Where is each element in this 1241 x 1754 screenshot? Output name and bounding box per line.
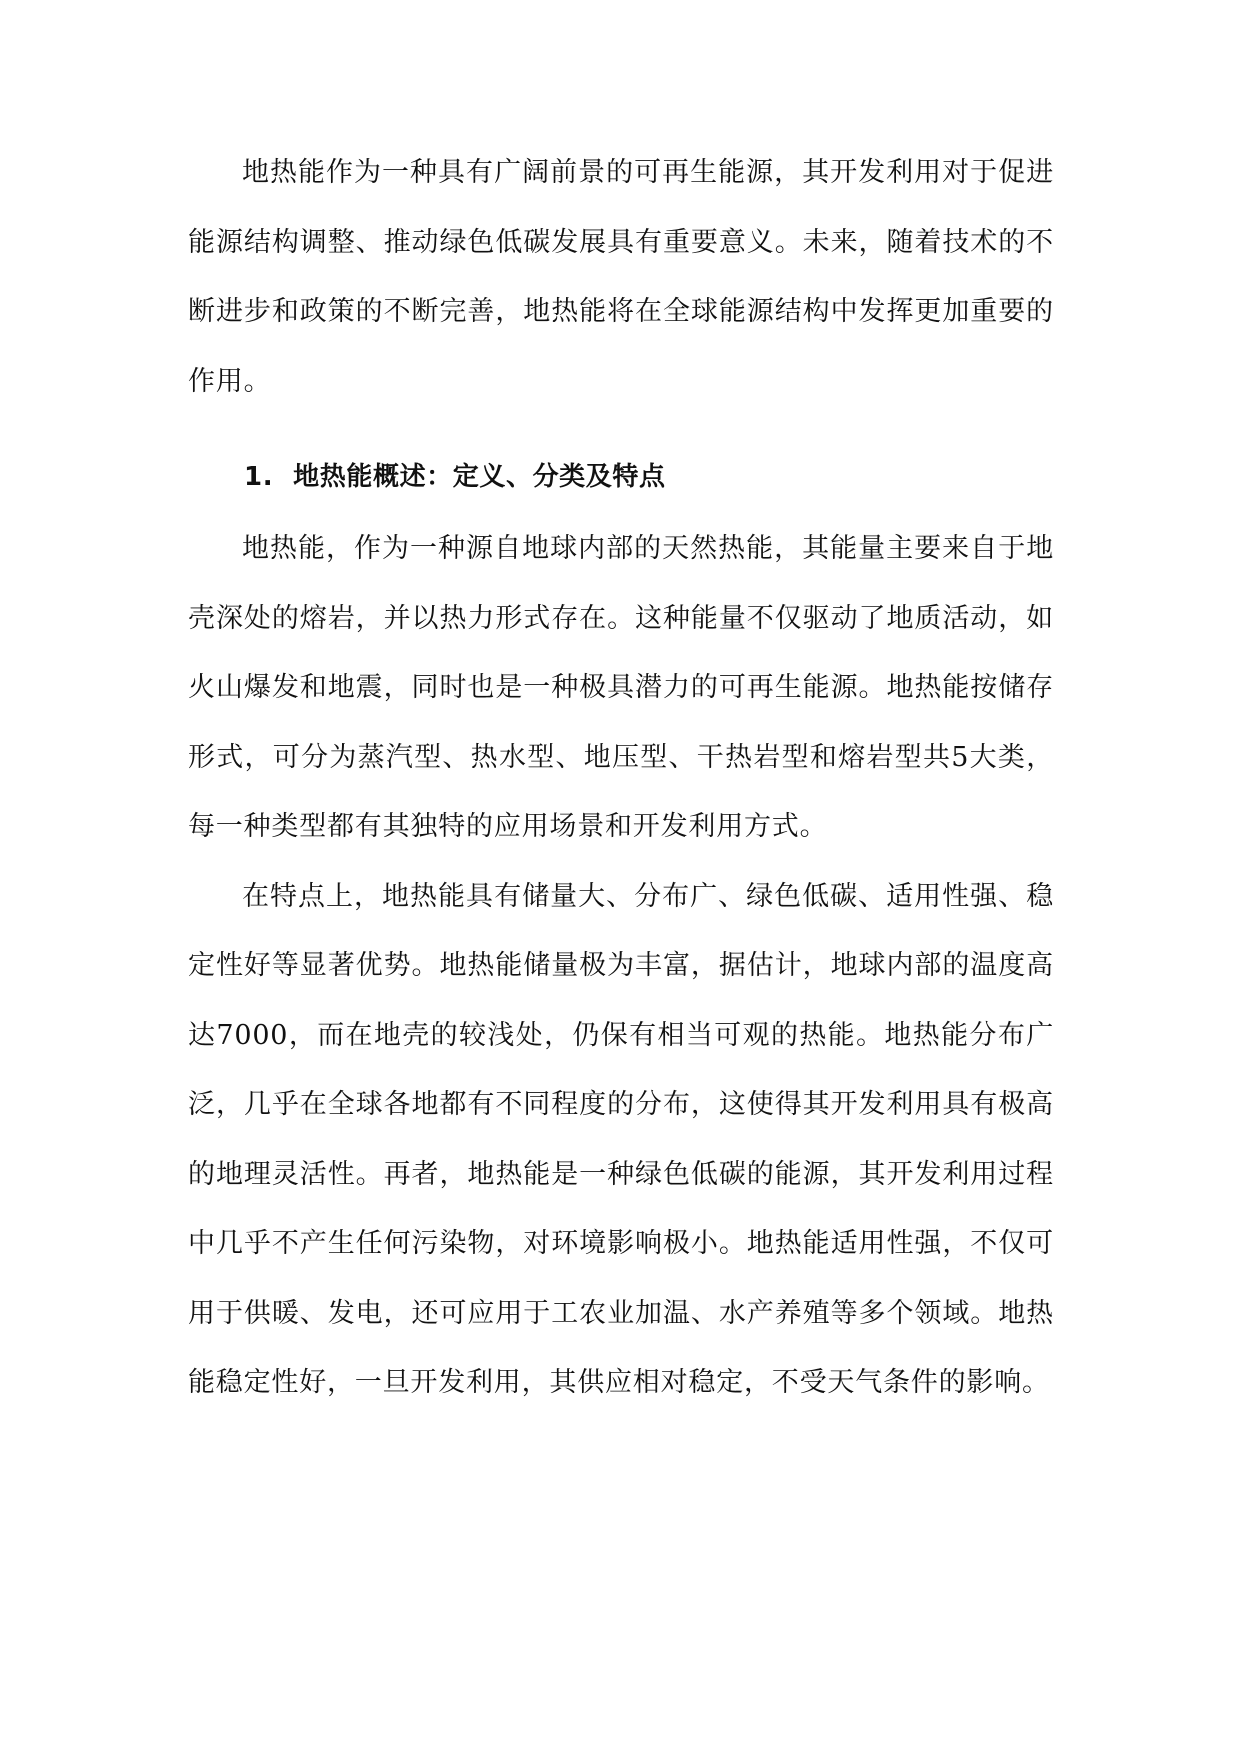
- section-heading: [188, 440, 1054, 514]
- document-body: [188, 138, 1054, 1418]
- section-title: 地热能概述：定义、分类及特点: [293, 462, 666, 492]
- intro-paragraph: 地热能作为一种具有广阔前景的可再生能源，其开发利用对于促进能源结构调整、推动绿色低碳发展具有重要意义。未来，随着技术的不断进步和政策的不断完善，地热能将在全球能源结构中发挥更加重要的作用。: [188, 157, 1054, 397]
- section-number: 1.: [244, 462, 274, 492]
- section-spacer: [188, 416, 1054, 440]
- body-paragraph-definition: 地热能，作为一种源自地球内部的天然热能，其能量主要来自于地壳深处的熔岩，并以热力形式存在。这种能量不仅驱动了地质活动，如火山爆发和地震，同时也是一种极具潜力的可再生能源。地热能按储存形式，可分为蒸汽型、热水型、地压型、干热岩型和熔岩型共5大类，每一种类型都有其独特的应用场景和开发利用方式。: [188, 533, 1054, 842]
- body-paragraph-characteristics: 在特点上，地热能具有储量大、分布广、绿色低碳、适用性强、稳定性好等显著优势。地热能储量极为丰富，据估计，地球内部的温度高达7000，而在地壳的较浅处，仍保有相当可观的热能。地热能分布广泛，几乎在全球各地都有不同程度的分布，这使得其开发利用具有极高的地理灵活性。再者，地热能是一种绿色低碳的能源，其开发利用过程中几乎不产生任何污染物，对环境影响极小。地热能适用性强，不仅可用于供暖、发电，还可应用于工农业加温、水产养殖等多个领域。地热能稳定性好，一旦开发利用，其供应相对稳定，不受天气条件的影响。: [188, 880, 1054, 1398]
